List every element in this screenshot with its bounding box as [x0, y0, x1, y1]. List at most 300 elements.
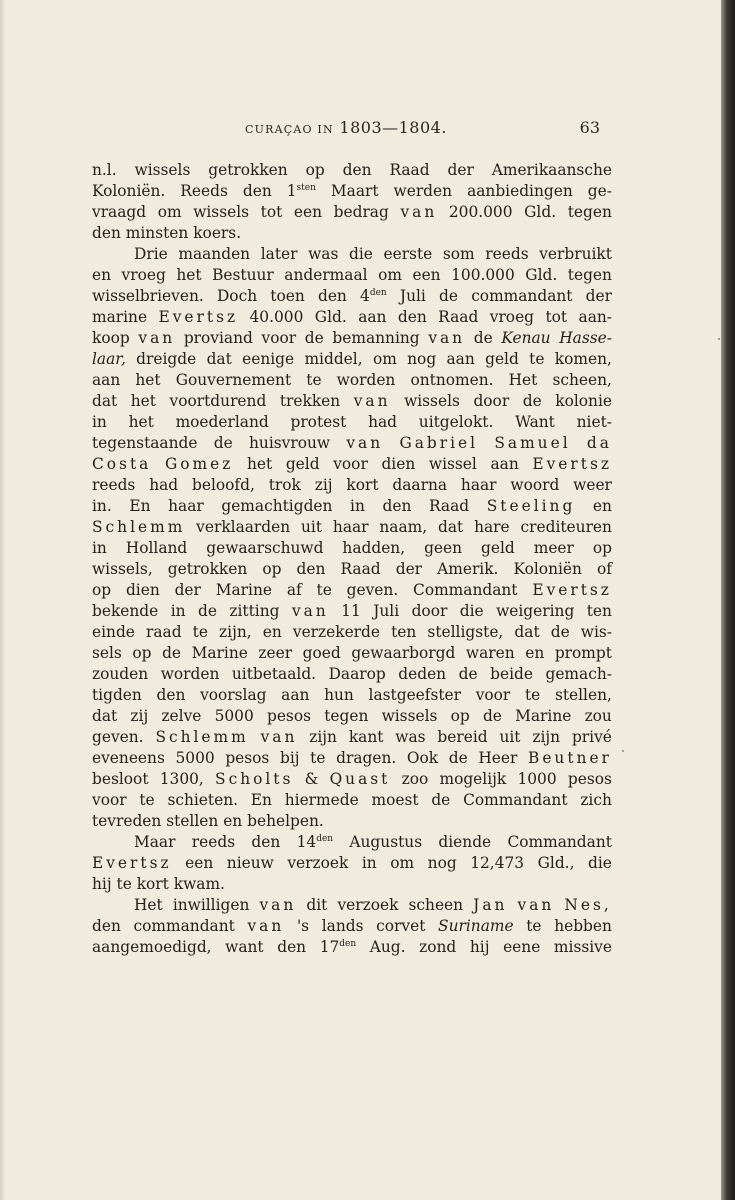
word: tot [260, 203, 283, 221]
word: vroeg [121, 266, 166, 284]
word: te [139, 791, 155, 809]
word: diende [438, 833, 492, 851]
word: pesos [225, 749, 270, 767]
word: in [92, 539, 107, 557]
word: beide [490, 665, 533, 683]
word: de [213, 434, 233, 452]
word: pesos [567, 770, 612, 788]
word: kort [346, 476, 379, 494]
word: Marine [515, 707, 572, 725]
word: moest [371, 791, 419, 809]
word: af [286, 581, 302, 599]
word: som [442, 245, 475, 263]
word: Maart [330, 182, 379, 200]
word: eerste [383, 245, 433, 263]
running-head-title: CURAÇAO IN [245, 123, 334, 136]
word: bij [279, 749, 300, 767]
word: Marine [215, 581, 272, 599]
word: den [342, 161, 372, 179]
word: & [304, 770, 319, 788]
word: te [192, 623, 208, 641]
text-line [92, 601, 612, 622]
word: zoo [401, 770, 429, 788]
word: in [350, 497, 365, 515]
word: op [132, 644, 152, 662]
word: pesos [266, 707, 311, 725]
word: te [526, 917, 542, 935]
word: te [306, 371, 322, 389]
text-line [92, 748, 612, 769]
word: voor [92, 791, 127, 809]
word: in. [92, 497, 112, 515]
word: van [291, 602, 329, 620]
word: voorslag [200, 686, 267, 704]
word: tegen [567, 266, 612, 284]
word: hadden, [342, 539, 406, 557]
word: Bestuur [212, 266, 274, 284]
word: 11 [341, 602, 361, 620]
word: laar, [92, 350, 126, 368]
word: uit [499, 728, 521, 746]
word: inwilligen [172, 896, 250, 914]
word: wissels [193, 203, 250, 221]
word: den [92, 917, 121, 935]
text-line [92, 874, 612, 895]
word: Want [515, 413, 555, 431]
word: Raad [428, 497, 470, 515]
word: te [529, 350, 545, 368]
word: voor [261, 329, 297, 347]
text-line [92, 706, 612, 727]
word: Juli [399, 287, 426, 305]
word: tigden [92, 686, 142, 704]
word: die [459, 602, 484, 620]
word: haar [332, 518, 369, 536]
word: Samuel [494, 434, 571, 452]
word: en [92, 266, 112, 284]
word: later [260, 245, 298, 263]
word: Amerikaansche [491, 161, 612, 179]
word: verzoek [337, 896, 399, 914]
word: zij [314, 476, 333, 494]
word: dien [381, 455, 416, 473]
text-line [92, 223, 612, 244]
word: voor [475, 686, 511, 704]
word: dragen. [336, 749, 397, 767]
word: Evertsz [532, 581, 612, 599]
word: wissels [134, 161, 191, 179]
word: proviand [183, 329, 253, 347]
text-line [92, 769, 612, 790]
word: Raad [389, 161, 430, 179]
word: lands [321, 917, 364, 935]
word: of [597, 560, 612, 578]
word: zitting [229, 602, 280, 620]
word: den [277, 938, 307, 956]
text-line [92, 328, 612, 349]
word: worden [336, 371, 396, 389]
word: nog [407, 350, 437, 368]
word: koop [92, 329, 130, 347]
word: geld [481, 539, 515, 557]
word: wissels [404, 392, 460, 410]
word: ge- [587, 182, 612, 200]
word: Raad [340, 560, 381, 578]
word: de [431, 791, 451, 809]
word: aan [281, 686, 310, 704]
word: Aug. [369, 938, 406, 956]
word: Nes, [564, 896, 612, 914]
word: Koloniën [513, 560, 582, 578]
word: van [428, 329, 466, 347]
word: reeds [485, 245, 529, 263]
word: deden [398, 665, 447, 683]
word: zouden [92, 665, 149, 683]
word: in [361, 854, 377, 872]
word: Ook [406, 749, 439, 767]
word: En [129, 497, 151, 515]
text-line [92, 895, 612, 916]
word: Raad [438, 308, 479, 326]
word: weigering [496, 602, 575, 620]
word: kwam. [173, 875, 225, 893]
word: kant [348, 728, 384, 746]
word: om [372, 350, 397, 368]
word: Evertsz [92, 854, 172, 872]
word: koers. [193, 224, 242, 242]
word: der [174, 581, 201, 599]
word: 5000 [175, 749, 215, 767]
word: meer [533, 539, 574, 557]
word: verzoek [287, 854, 349, 872]
text-line [92, 349, 612, 370]
word: geld [285, 455, 320, 473]
word: Gouvernement [175, 371, 292, 389]
text-line [92, 244, 612, 265]
word: want [225, 938, 264, 956]
word: wissels [381, 707, 438, 725]
word: raad [146, 623, 182, 641]
word: hiermede [284, 791, 359, 809]
word: Schlemm [92, 518, 186, 536]
text-line [92, 937, 612, 958]
word: 5000 [214, 707, 254, 725]
word: den [382, 497, 412, 515]
word: Gabriel [399, 434, 479, 452]
text-line [92, 454, 612, 475]
word: kolonie [555, 392, 612, 410]
word: de [162, 644, 182, 662]
word: der [585, 287, 612, 305]
word: de [550, 623, 570, 641]
word: vroeg [489, 308, 535, 326]
word: Holland [125, 539, 188, 557]
word: was [395, 728, 426, 746]
word: de [522, 392, 542, 410]
word: zijn [532, 728, 561, 746]
word: Amerik. [437, 560, 499, 578]
word: stellen, [554, 686, 612, 704]
word: Gld., [537, 854, 575, 872]
word: Commandant [507, 833, 612, 851]
word: Reeds [180, 182, 228, 200]
word: zij [130, 707, 149, 725]
word: hun [324, 686, 354, 704]
word: de [458, 665, 478, 683]
word: tot [545, 308, 568, 326]
word: Commandant [463, 791, 568, 809]
word: het [246, 455, 273, 473]
word: te [316, 581, 332, 599]
word: zeer [258, 644, 293, 662]
text-line [92, 685, 612, 706]
word: missive [553, 938, 612, 956]
word: eenige [242, 350, 295, 368]
word: gemachtigden [221, 497, 333, 515]
word: op [450, 707, 470, 725]
word: stellen [166, 812, 219, 830]
word: tevreden [92, 812, 162, 830]
text-line [92, 538, 612, 559]
word: om [390, 854, 415, 872]
word: den [397, 308, 427, 326]
running-head-years: 1803—1804. [339, 118, 447, 137]
word: de [482, 707, 502, 725]
word: der [395, 560, 423, 578]
word: den [92, 224, 121, 242]
word: dat [92, 707, 118, 725]
word: op [305, 161, 325, 179]
word: geen [424, 539, 463, 557]
word: uit [301, 518, 323, 536]
word: te [310, 749, 326, 767]
word: Commandant [413, 581, 518, 599]
word: getrokken [167, 560, 248, 578]
word: te [524, 686, 541, 704]
word: bekende [92, 602, 159, 620]
word: niet- [576, 413, 612, 431]
word: Marine [191, 644, 248, 662]
word: die [348, 245, 373, 263]
word: door [411, 602, 448, 620]
word: der [447, 161, 474, 179]
word: om [157, 203, 182, 221]
text-line [92, 370, 612, 391]
word: verklaarden [196, 518, 291, 536]
word: weer [573, 476, 612, 494]
page-number: 63 [579, 118, 600, 137]
word: scheen, [552, 371, 612, 389]
word: marine [92, 308, 148, 326]
paper-speck [718, 338, 720, 340]
word: $14^{den}$ [296, 833, 334, 851]
word: tegenstaande [92, 434, 198, 452]
word: Steeling [486, 497, 576, 515]
word: dat [438, 518, 464, 536]
word: die [588, 854, 612, 872]
text-line [92, 286, 612, 307]
word: woord [510, 476, 560, 494]
word: wis- [580, 623, 612, 641]
word: crediteuren [520, 518, 612, 536]
word: voor [333, 455, 368, 473]
text-line [92, 160, 612, 181]
word: de [473, 329, 493, 347]
word: Kenau [501, 329, 551, 347]
word: uitgelokt. [418, 413, 494, 431]
word: en [592, 497, 612, 515]
word: had [368, 413, 398, 431]
text-line [92, 811, 612, 832]
word: moederland [175, 413, 269, 431]
word: had [149, 476, 179, 494]
word: Maar [134, 833, 176, 851]
word: ontnomen. [410, 371, 494, 389]
word: de [448, 749, 468, 767]
word: verzekerde [292, 623, 381, 641]
word: een [412, 266, 441, 284]
word: 200.000 [448, 203, 513, 221]
word: aan- [578, 308, 612, 326]
word: wisselbrieven. [92, 287, 204, 305]
word: de [198, 602, 217, 620]
word: aan [490, 455, 519, 473]
word: lastgeefster [368, 686, 462, 704]
word: Costa [92, 455, 152, 473]
word: behelpen. [247, 812, 324, 830]
word: corvet [376, 917, 426, 935]
word: sels [92, 644, 122, 662]
word: aanbiedingen [467, 182, 573, 200]
word: zijn [309, 728, 337, 746]
text-line [92, 307, 612, 328]
word: n.l. [92, 161, 117, 179]
word: commandant [471, 287, 573, 305]
word: geld [485, 350, 519, 368]
word: in [170, 602, 186, 620]
word: het [135, 371, 161, 389]
word: was [308, 245, 339, 263]
word: stelligste, [427, 623, 504, 641]
word: $4^{den}$ [360, 287, 387, 305]
word: te [116, 875, 132, 893]
word: einde [92, 623, 135, 641]
word: hij [469, 938, 490, 956]
word: dit [306, 896, 328, 914]
text-line [92, 412, 612, 433]
word: het [176, 266, 202, 284]
word: Schlemm [155, 728, 249, 746]
word: Heer [478, 749, 518, 767]
word: Het [508, 371, 538, 389]
running-head [92, 118, 600, 137]
word: bemanning [332, 329, 420, 347]
word: om [378, 266, 402, 284]
word: Daarop [328, 665, 386, 683]
word: kort [136, 875, 169, 893]
text-line [92, 391, 612, 412]
word: gemach- [545, 665, 612, 683]
word: geven. [346, 581, 399, 599]
word: uitbetaald. [231, 665, 317, 683]
word: $1^{sten}$ [286, 182, 316, 200]
text-line [92, 853, 612, 874]
word: trok [268, 476, 301, 494]
word: schieten. [167, 791, 239, 809]
word: besloot [92, 770, 149, 788]
word: Augustus [349, 833, 423, 851]
text-line [92, 181, 612, 202]
word: eene [503, 938, 541, 956]
word: dien [125, 581, 160, 599]
text-line [92, 727, 612, 748]
word: aangemoedigd, [92, 938, 212, 956]
word: de [304, 329, 324, 347]
word: Het [134, 896, 163, 914]
word: protest [290, 413, 347, 431]
word: de [439, 287, 458, 305]
word: commandant [133, 917, 235, 935]
word: middel, [304, 350, 363, 368]
word: goed [302, 644, 341, 662]
word: dat [206, 350, 232, 368]
word: hare [474, 518, 510, 536]
word: prompt [554, 644, 612, 662]
word: Evertsz [158, 308, 239, 326]
word: door [473, 392, 510, 410]
word: het [128, 413, 154, 431]
text-line [92, 643, 612, 664]
word: komen, [554, 350, 612, 368]
word: huisvrouw [249, 434, 331, 452]
word: in [92, 413, 107, 431]
word: vraagd [92, 203, 147, 221]
word: Gomez [164, 455, 234, 473]
word: van [260, 728, 298, 746]
word: Gld. [314, 308, 347, 326]
word: Quast [329, 770, 391, 788]
word: daarna [392, 476, 448, 494]
word: toen [270, 287, 305, 305]
word: Gld. [524, 203, 557, 221]
word: een [185, 854, 214, 872]
paper-speck [622, 750, 624, 752]
word: 1300, [159, 770, 204, 788]
word: mogelijk [439, 770, 507, 788]
word: geven. [92, 728, 144, 746]
word: op [262, 560, 282, 578]
word: gewaarschuwd [206, 539, 324, 557]
word: minsten [125, 224, 189, 242]
body-text [92, 160, 612, 958]
text-line [92, 559, 612, 580]
word: het [130, 392, 156, 410]
page-edge-shadow [721, 0, 735, 1200]
word: nieuw [226, 854, 274, 872]
word: werden [393, 182, 453, 200]
text-line [92, 517, 612, 538]
word: van [517, 896, 555, 914]
word: aan [446, 350, 475, 368]
word: zich [580, 791, 612, 809]
word: van [259, 896, 297, 914]
word: op [92, 581, 112, 599]
word: maanden [178, 245, 251, 263]
word: Scholts [215, 770, 294, 788]
word: op [592, 539, 612, 557]
text-line [92, 916, 612, 937]
word: worden [160, 665, 220, 683]
